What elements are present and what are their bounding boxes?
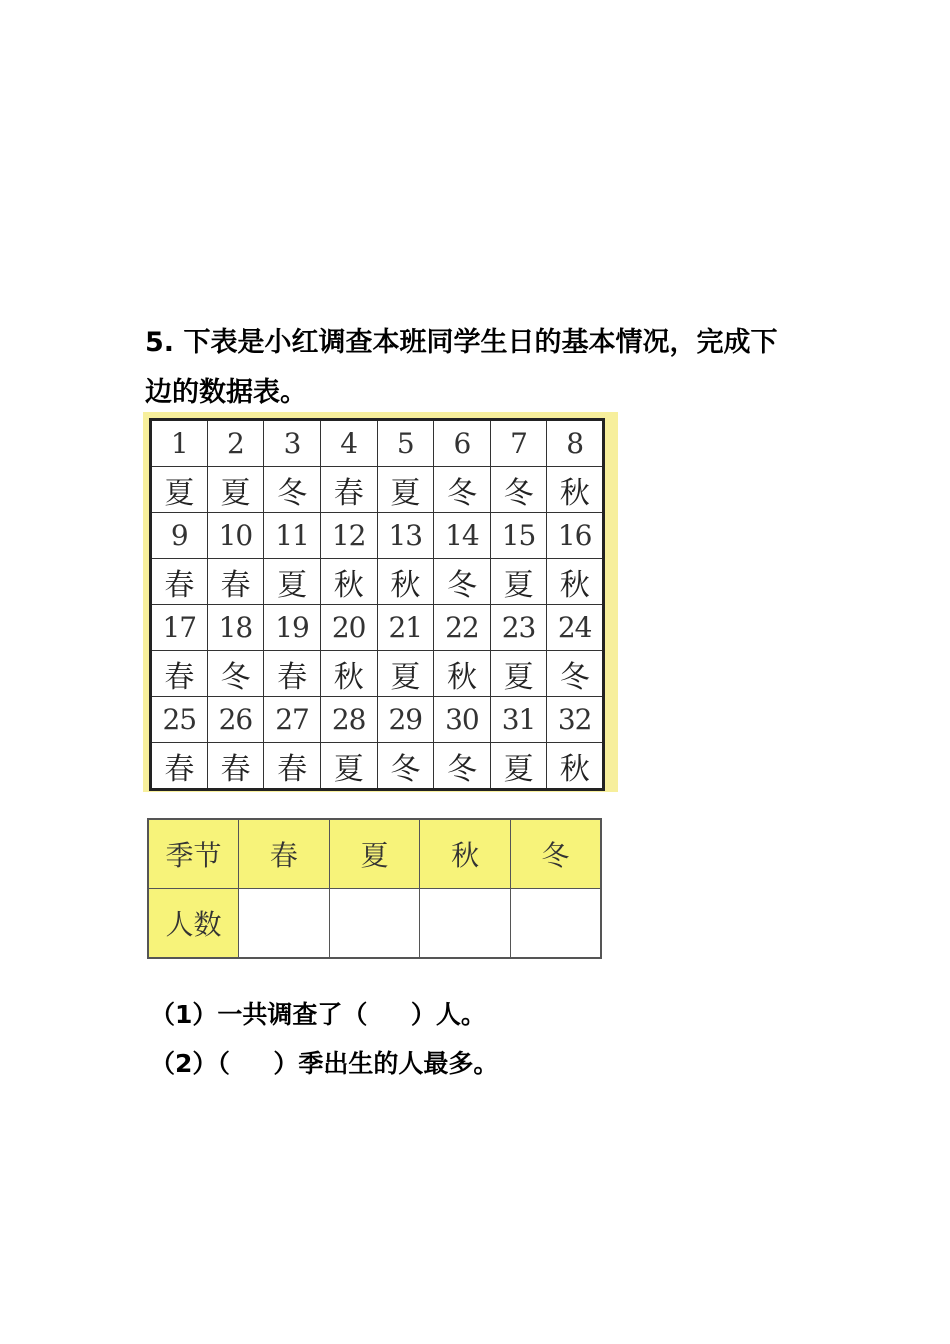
tally-season-winter: 冬: [510, 819, 601, 889]
season-tally-table: [147, 818, 602, 959]
birthday-season-cell: 春: [151, 559, 208, 605]
student-number-cell: 29: [377, 697, 434, 743]
birthday-season-cell: 秋: [547, 559, 604, 605]
survey-season-row: [151, 467, 604, 513]
birthday-season-cell: 夏: [377, 467, 434, 513]
student-number-cell: 8: [547, 420, 604, 467]
student-number-cell: 18: [207, 605, 264, 651]
tally-count-label: 人数: [148, 889, 239, 959]
survey-table: [149, 418, 605, 791]
survey-table-frame: [143, 412, 618, 792]
survey-number-row: [151, 513, 604, 559]
birthday-season-cell: 春: [151, 651, 208, 697]
survey-number-row: [151, 605, 604, 651]
tally-count-spring-blank[interactable]: [239, 889, 330, 959]
student-number-cell: 23: [490, 605, 547, 651]
birthday-season-cell: 春: [207, 743, 264, 790]
birthday-season-cell: 冬: [434, 559, 491, 605]
tally-season-spring: 春: [239, 819, 330, 889]
birthday-season-cell: 冬: [377, 743, 434, 790]
survey-season-row: [151, 743, 604, 790]
sub-question-2: （2）（ ）季出生的人最多。: [150, 1049, 499, 1078]
birthday-season-cell: 秋: [547, 743, 604, 790]
birthday-season-cell: 夏: [320, 743, 377, 790]
birthday-season-cell: 春: [320, 467, 377, 513]
scan-artifact: [178, 800, 238, 808]
birthday-season-cell: 夏: [151, 467, 208, 513]
birthday-season-cell: 秋: [547, 467, 604, 513]
student-number-cell: 5: [377, 420, 434, 467]
birthday-season-cell: 冬: [207, 651, 264, 697]
student-number-cell: 25: [151, 697, 208, 743]
student-number-cell: 4: [320, 420, 377, 467]
student-number-cell: 27: [264, 697, 321, 743]
survey-number-row: [151, 420, 604, 467]
birthday-season-cell: 夏: [490, 743, 547, 790]
student-number-cell: 9: [151, 513, 208, 559]
student-number-cell: 16: [547, 513, 604, 559]
birthday-season-cell: 春: [264, 651, 321, 697]
student-number-cell: 15: [490, 513, 547, 559]
student-number-cell: 30: [434, 697, 491, 743]
birthday-season-cell: 秋: [377, 559, 434, 605]
birthday-season-cell: 夏: [207, 467, 264, 513]
student-number-cell: 11: [264, 513, 321, 559]
question-line-2: 边的数据表。: [145, 377, 307, 408]
student-number-cell: 21: [377, 605, 434, 651]
student-number-cell: 14: [434, 513, 491, 559]
birthday-season-cell: 春: [207, 559, 264, 605]
question-text: [145, 318, 825, 418]
student-number-cell: 13: [377, 513, 434, 559]
birthday-season-cell: 冬: [547, 651, 604, 697]
question-line-1: 5. 下表是小红调查本班同学生日的基本情况，完成下: [145, 327, 778, 358]
tally-count-autumn-blank[interactable]: [420, 889, 511, 959]
tally-count-row: [148, 889, 601, 959]
tally-season-autumn: 秋: [420, 819, 511, 889]
student-number-cell: 31: [490, 697, 547, 743]
birthday-season-cell: 夏: [490, 651, 547, 697]
student-number-cell: 19: [264, 605, 321, 651]
birthday-season-cell: 冬: [264, 467, 321, 513]
birthday-season-cell: 春: [151, 743, 208, 790]
student-number-cell: 28: [320, 697, 377, 743]
student-number-cell: 1: [151, 420, 208, 467]
survey-season-row: [151, 559, 604, 605]
birthday-season-cell: 春: [264, 743, 321, 790]
tally-count-summer-blank[interactable]: [329, 889, 420, 959]
tally-season-row: [148, 819, 601, 889]
birthday-season-cell: 秋: [434, 651, 491, 697]
student-number-cell: 20: [320, 605, 377, 651]
sub-question-1: （1）一共调查了（ ）人。: [150, 1000, 486, 1029]
student-number-cell: 32: [547, 697, 604, 743]
tally-count-winter-blank[interactable]: [510, 889, 601, 959]
survey-season-row: [151, 651, 604, 697]
student-number-cell: 10: [207, 513, 264, 559]
student-number-cell: 22: [434, 605, 491, 651]
student-number-cell: 24: [547, 605, 604, 651]
birthday-season-cell: 冬: [434, 743, 491, 790]
student-number-cell: 2: [207, 420, 264, 467]
birthday-season-cell: 冬: [490, 467, 547, 513]
student-number-cell: 7: [490, 420, 547, 467]
birthday-season-cell: 夏: [377, 651, 434, 697]
student-number-cell: 6: [434, 420, 491, 467]
survey-number-row: [151, 697, 604, 743]
birthday-season-cell: 夏: [490, 559, 547, 605]
student-number-cell: 17: [151, 605, 208, 651]
birthday-season-cell: 冬: [434, 467, 491, 513]
tally-season-summer: 夏: [329, 819, 420, 889]
tally-header-label: 季节: [148, 819, 239, 889]
student-number-cell: 12: [320, 513, 377, 559]
student-number-cell: 26: [207, 697, 264, 743]
birthday-season-cell: 夏: [264, 559, 321, 605]
birthday-season-cell: 秋: [320, 651, 377, 697]
birthday-season-cell: 秋: [320, 559, 377, 605]
student-number-cell: 3: [264, 420, 321, 467]
